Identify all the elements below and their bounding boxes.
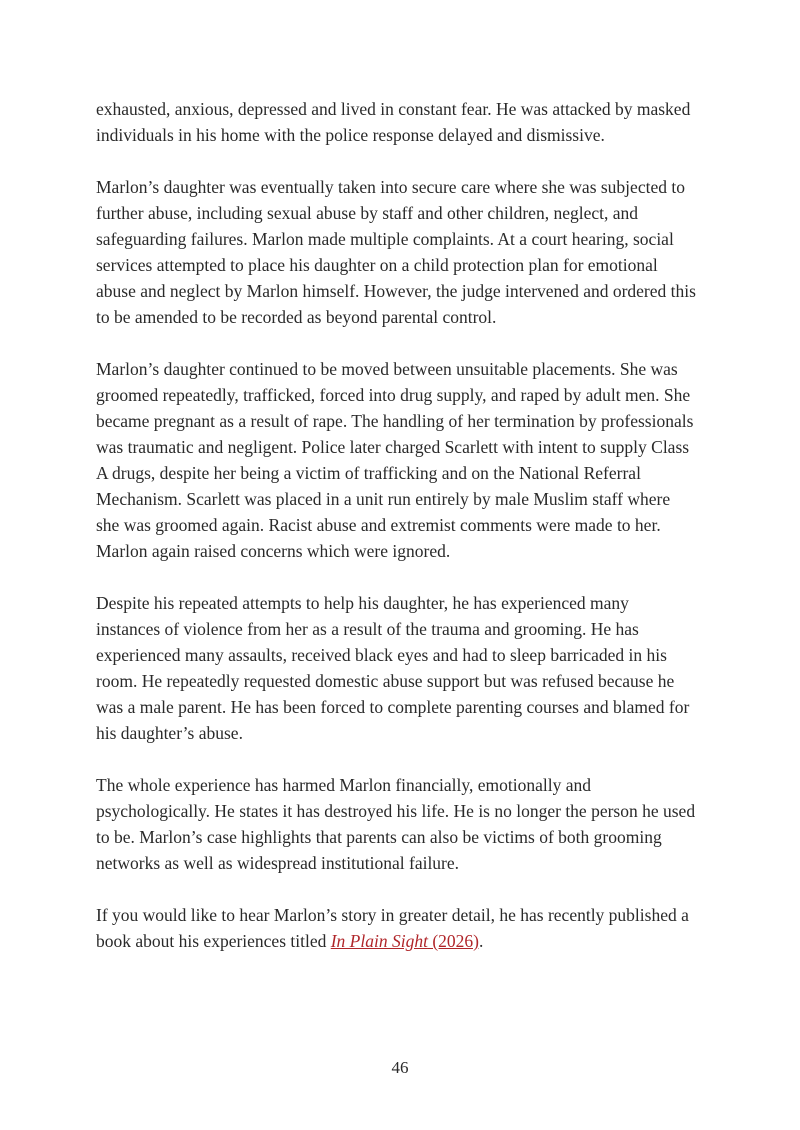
paragraph-4: Despite his repeated attempts to help his daughter, he has experienced many instances of violence from her as a result of the trauma and grooming. He has experienced many assaults, received black eyes and had to sleep barricaded in his room. He repeatedly requested domestic abuse support but was refused because he was a male parent. He has been forced to complete parenting courses and blamed for his daughter’s abuse. bbox=[96, 593, 690, 743]
paragraph-1: exhausted, anxious, depressed and lived in constant fear. He was attacked by masked individuals in his home with the police response delayed and dismissive. bbox=[96, 99, 691, 145]
book-year: (2026) bbox=[427, 931, 479, 951]
paragraph-2: Marlon’s daughter was eventually taken into secure care where she was subjected to further abuse, including sexual abuse by staff and other children, neglect, and safeguarding failures. Marlon made multiple complaints. At a court hearing, social services attempted to place his daughter on a child protection plan for emotional abuse and neglect by Marlon himself. However, the judge intervened and ordered this to be amended to be recorded as beyond parental control. bbox=[96, 177, 696, 327]
closing-paragraph bbox=[96, 902, 696, 954]
page-number: 46 bbox=[391, 1058, 409, 1077]
book-title: In Plain Sight bbox=[330, 931, 428, 951]
closing-period: . bbox=[478, 931, 484, 951]
paragraph-3: Marlon’s daughter continued to be moved between unsuitable placements. She was groomed repeatedly, trafficked, forced into drug supply, and raped by adult men. She became pregnant as a result of rape. The handling of her termination by professionals was traumatic and negligent. Police later charged Scarlett with intent to supply Class A drugs, despite her being a victim of trafficking and on the National Referral Mechanism. Scarlett was placed in a unit run entirely by male Muslim staff where she was groomed again. Racist abuse and extremist comments were made to her. Marlon again raised concerns which were ignored. bbox=[96, 359, 694, 561]
paragraph-5: The whole experience has harmed Marlon financially, emotionally and psychologically. He states it has destroyed his life. He is no longer the person he used to be. Marlon’s case highlights that parents can also be victims of both grooming networks as well as widespread institutional failure. bbox=[96, 775, 696, 873]
book-link[interactable] bbox=[331, 931, 479, 951]
closing-text: If you would like to hear Marlon’s story in greater detail, he has recently published a book about his experiences titled bbox=[96, 905, 689, 951]
body-text-column bbox=[96, 96, 696, 980]
